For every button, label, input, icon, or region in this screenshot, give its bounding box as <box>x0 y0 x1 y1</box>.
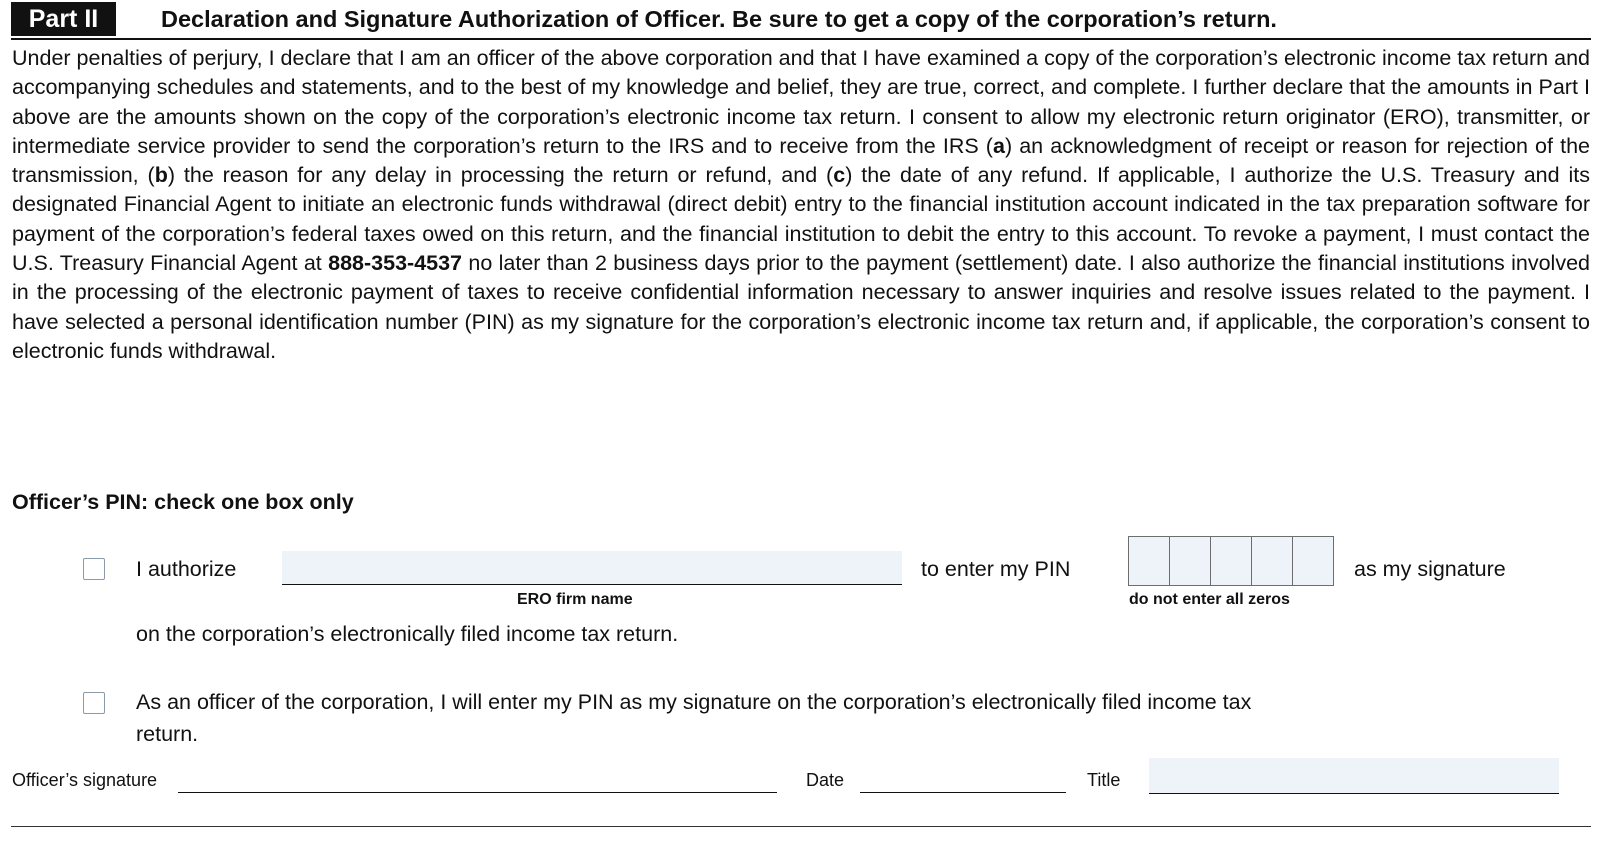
date-label: Date <box>806 770 845 790</box>
pin-digit-1[interactable] <box>1129 537 1170 585</box>
officer-pin-heading: Officer’s PIN: check one box only <box>12 490 354 514</box>
pin-digit-2[interactable] <box>1170 537 1211 585</box>
declaration-text <box>12 44 1590 366</box>
officer-signature-line[interactable] <box>178 792 777 793</box>
pin-digit-3[interactable] <box>1211 537 1252 585</box>
enter-pin-text: to enter my PIN <box>921 557 1071 581</box>
bottom-divider <box>11 826 1591 827</box>
pin-caption: do not enter all zeros <box>1129 591 1290 608</box>
pin-entry-boxes <box>1128 536 1334 586</box>
ero-firm-name-caption: ERO firm name <box>517 591 633 608</box>
ero-firm-name-input[interactable] <box>282 551 902 585</box>
declaration-item-b: b <box>154 163 168 188</box>
pin-digit-4[interactable] <box>1252 537 1293 585</box>
pin-digit-5[interactable] <box>1293 537 1333 585</box>
option1-continuation-text: on the corporation’s electronically filed income tax return. <box>136 622 679 646</box>
title-label: Title <box>1087 770 1121 790</box>
declaration-text-2: ) an acknowledgment of receipt or reason for rejection of the transmission, ( <box>12 133 1590 188</box>
option2-text-line1: As an officer of the corporation, I will enter my PIN as my signature on the corporation’s electronically filed income tax <box>136 690 1252 714</box>
declaration-text-5: no later than 2 business days prior to the payment (settlement) date. I also authorize the financial institutions involved in the processing of the electronic payment of taxes to receive confidential information necessary to answer inquiries and resolve issues related to the payment. I have selected a personal identification number (PIN) as my signature for the corporation’s electronic income tax return and, if applicable, the corporation’s consent to electronic funds withdrawal. <box>12 251 1590 363</box>
authorize-ero-checkbox[interactable] <box>83 558 105 580</box>
as-my-signature-text: as my signature <box>1354 557 1506 581</box>
officer-signature-label: Officer’s signature <box>12 770 158 790</box>
date-line[interactable] <box>860 792 1066 793</box>
officer-enter-pin-checkbox[interactable] <box>83 692 105 714</box>
declaration-text-1: Under penalties of perjury, I declare that I am an officer of the above corporation and that I have examined a copy of the corporation’s electronic income tax return and accompanying schedules and statements, and to the best of my knowledge and belief, they are true, correct, and complete. I further declare that the amounts in Part I above are the amounts shown on the copy of the corporation’s electronic income tax return. I consent to allow my electronic return originator (ERO), transmitter, or intermediate service provider to send the corporation’s return to the IRS and to receive from the IRS ( <box>12 46 1590 158</box>
option2-text-line2: return. <box>136 722 199 746</box>
declaration-item-a: a <box>992 133 1005 158</box>
declaration-text-3: ) the reason for any delay in processing the return or refund, and ( <box>167 163 834 188</box>
part-title: Declaration and Signature Authorization of Officer. Be sure to get a copy of the corporation’s return. <box>161 6 1277 32</box>
authorize-lead-text: I authorize <box>136 557 237 581</box>
treasury-phone-number: 888-353-4537 <box>328 251 463 276</box>
declaration-text-4: ) the date of any refund. If applicable, I authorize the U.S. Treasury and its designated Financial Agent to initiate an electronic funds withdrawal (direct debit) entry to the financial institution account indicated in the tax preparation software for payment of the corporation’s federal taxes owed on this return, and the financial institution to debit the entry to this account. To revoke a payment, I must contact the U.S. Treasury Financial Agent at <box>12 163 1590 276</box>
part-badge: Part II <box>11 2 116 36</box>
title-input[interactable] <box>1149 758 1559 794</box>
declaration-item-c: c <box>833 163 846 188</box>
part-header <box>11 2 1591 40</box>
